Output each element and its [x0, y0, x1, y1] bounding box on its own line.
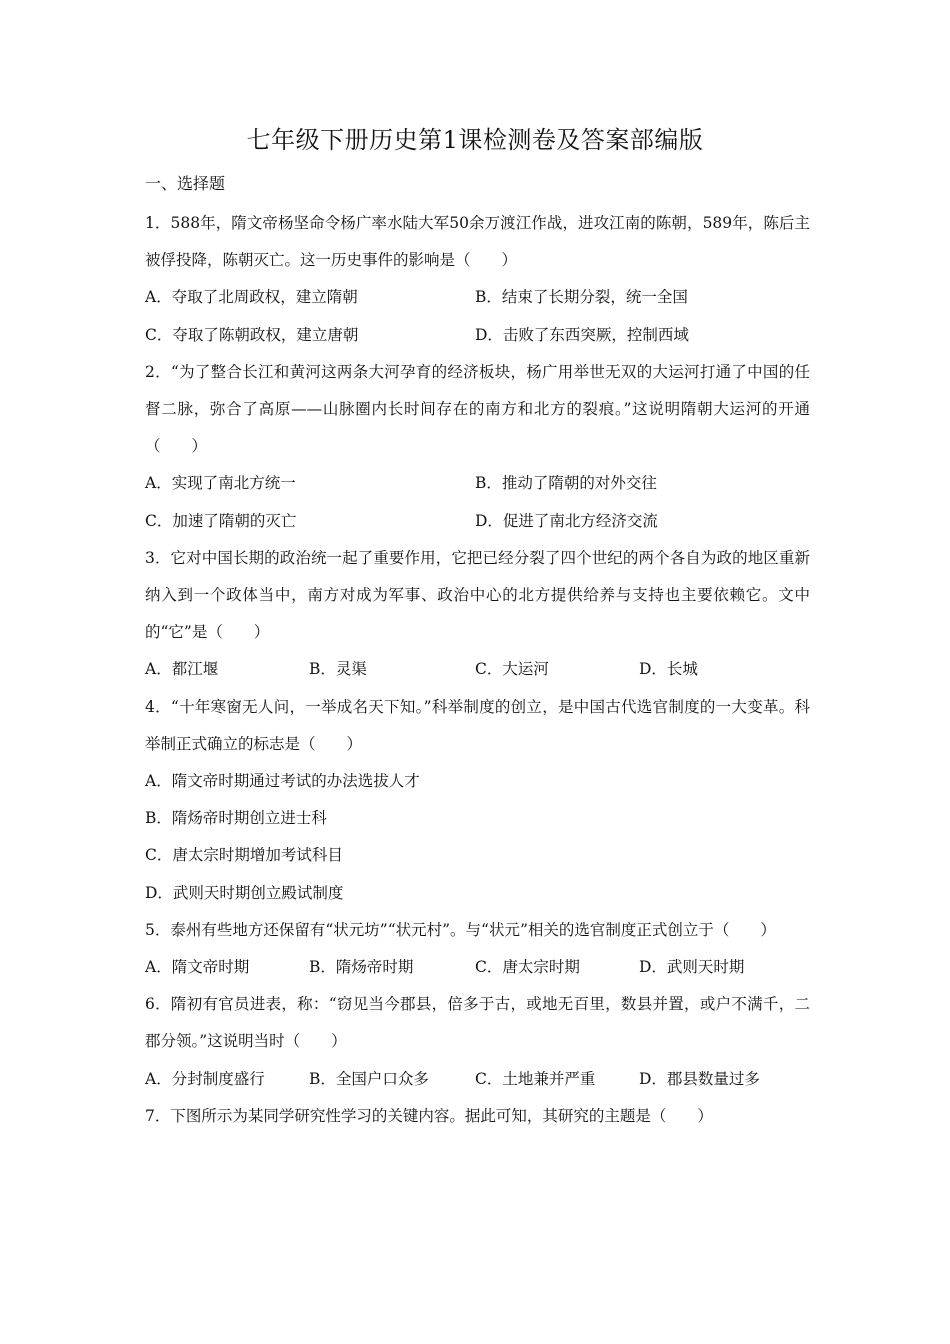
option-c: C．唐太宗时期 — [475, 957, 580, 976]
options-row — [145, 949, 810, 986]
question-text: 4．“十年寒窗无人问，一举成名天下知。”科举制度的创立，是中国古代选官制度的一大变革。科举制正式确立的标志是（ ） — [145, 697, 810, 753]
question-text: 7．下图所示为某同学研究性学习的关键内容。据此可知，其研究的主题是（ ） — [145, 1106, 713, 1125]
option-b: B．推动了隋朝的对外交往 — [475, 474, 657, 493]
option-d: D．击败了东西突厥，控制西域 — [475, 325, 689, 344]
option-b: B．隋炀帝时期 — [309, 957, 414, 976]
question-text: 6．隋初有官员进表，称：“窃见当今郡县，倍多于古，或地无百里，数县并置，或户不满千，二郡分领。”这说明当时（ ） — [145, 995, 810, 1051]
question-7 — [145, 1098, 810, 1135]
option-b: B．结束了长期分裂，统一全国 — [475, 288, 688, 307]
option-c: C．土地兼并严重 — [475, 1069, 596, 1088]
question-3 — [145, 540, 810, 689]
option-a: A．分封制度盛行 — [145, 1069, 265, 1088]
question-text: 3．它对中国长期的政治统一起了重要作用，它把已经分裂了四个世纪的两个各自为政的地区重新纳入到一个政体当中，南方对成为军事、政治中心的北方提供给养与支持也主要依赖它。文中的“它”是（ ） — [145, 548, 810, 642]
option-b: B．隋炀帝时期创立进士科 — [145, 809, 327, 828]
question-text: 1．588年，隋文帝杨坚命令杨广率水陆大军50余万渡江作战，进攻江南的陈朝，589年，陈后主被俘投降，陈朝灭亡。这一历史事件的影响是（ ） — [145, 214, 810, 270]
options-row — [145, 503, 810, 540]
option-a: A．实现了南北方统一 — [145, 474, 296, 493]
option-d: D．长城 — [639, 660, 698, 679]
question-list — [145, 205, 810, 1135]
option-c: C．夺取了陈朝政权，建立唐朝 — [145, 325, 359, 344]
option-d: D．郡县数量过多 — [639, 1069, 760, 1088]
options-row — [145, 317, 810, 354]
option-a: A．隋文帝时期 — [145, 957, 250, 976]
question-5 — [145, 912, 810, 986]
option-a: A．隋文帝时期通过考试的办法选拔人才 — [145, 771, 420, 790]
document-title: 七年级下册历史第1课检测卷及答案部编版 — [246, 126, 704, 154]
option-c: C．加速了隋朝的灭亡 — [145, 511, 297, 530]
options-row — [145, 279, 810, 316]
section-heading: 一、选择题 — [145, 174, 226, 193]
question-1 — [145, 205, 810, 354]
option-a: A．都江堰 — [145, 660, 219, 679]
option-b: B．全国户口众多 — [309, 1069, 429, 1088]
option-d: D．武则天时期 — [639, 957, 745, 976]
option-d: D．武则天时期创立殿试制度 — [145, 883, 344, 902]
question-6 — [145, 986, 810, 1098]
option-a: A．夺取了北周政权，建立隋朝 — [145, 288, 358, 307]
options-row — [145, 651, 810, 688]
question-4 — [145, 689, 810, 912]
option-c: C．大运河 — [475, 660, 549, 679]
question-2 — [145, 354, 810, 540]
options-row — [145, 1061, 810, 1098]
option-c: C．唐太宗时期增加考试科目 — [145, 846, 343, 865]
option-d: D．促进了南北方经济交流 — [475, 511, 658, 530]
options-row — [145, 465, 810, 502]
option-b: B．灵渠 — [309, 660, 367, 679]
question-text: 5．泰州有些地方还保留有“状元坊”“状元村”。与“状元”相关的选官制度正式创立于（ ） — [145, 920, 776, 939]
question-text: 2．“为了整合长江和黄河这两条大河孕育的经济板块，杨广用举世无双的大运河打通了中国的任督二脉，弥合了高原——山脉圈内长时间存在的南方和北方的裂痕。”这说明隋朝大运河的开通（ ） — [145, 362, 810, 456]
